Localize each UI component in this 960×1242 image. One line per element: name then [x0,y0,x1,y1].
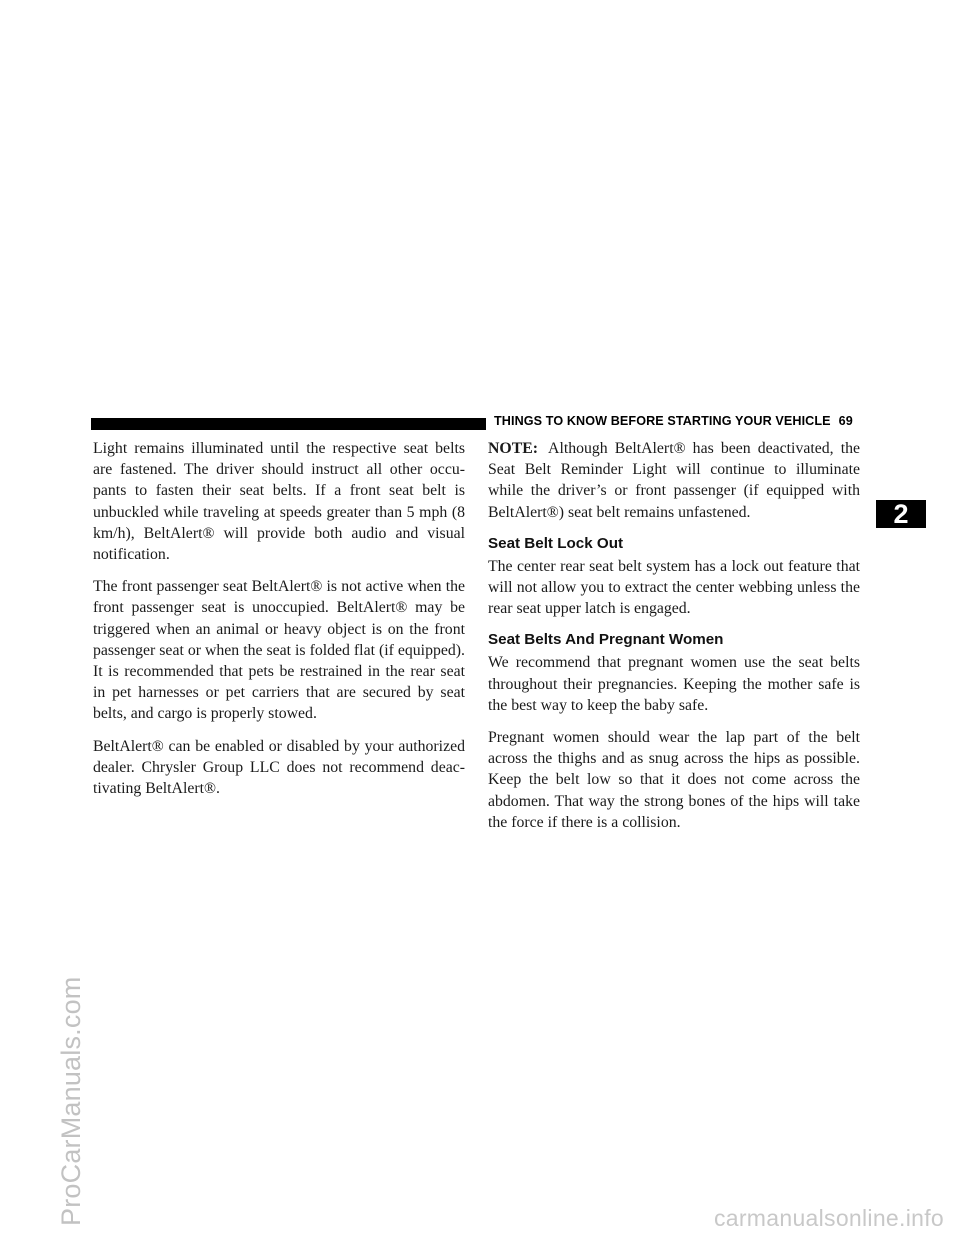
chapter-tab: 2 [876,500,926,528]
section-heading-lock-out: Seat Belt Lock Out [488,534,624,552]
paragraph: Pregnant women should wear the lap part of the belt across the thighs and as snug across the hips as possible. Keep the belt low so that it does not come across the abdomen. That way the strong bones of the hips will take the force if there is a collision. [488,729,860,831]
paragraph: BeltAlert® can be enabled or disabled by your authorized dealer. Chrysler Group LLC does not recommend deac-tivating BeltAlert®. [93,737,465,798]
header-rule [91,418,486,430]
left-column [93,438,465,810]
header-title: THINGS TO KNOW BEFORE STARTING YOUR VEHICLE [494,414,831,428]
section-heading-pregnant-women: Seat Belts And Pregnant Women [488,631,724,649]
note-text: Although BeltAlert® has been deactivated, the Seat Belt Reminder Light will continue to illuminate while the driver’s or front passenger (if equipped with BeltAlert®) seat belt remains unfastened. [488,440,860,521]
paragraph: We recommend that pregnant women use the seat belts throughout their pregnancies. Keeping the mother safe is the best way to keep the baby safe. [488,654,860,714]
side-watermark: ProCarManuals.com [56,976,86,1226]
right-column [488,438,860,844]
paragraph: Light remains illuminated until the respective seat belts are fastened. The driver should instruct all other occu-pants to fasten their seat belts. If a front seat belt is unbuckled while traveling at speeds greater than 5 mph (8 km/h), BeltAlert® will provide both audio and visual notification. [93,440,465,564]
paragraph: The front passenger seat BeltAlert® is not active when the front passenger seat is unoccupied. BeltAlert® may be triggered when an animal or heavy object is on the front passenger seat or when the seat is folded flat (if equipped). It is recommended that pets be restrained in the rear seat in pet harnesses or pet carriers that are secured by seat belts, and cargo is properly stowed. [93,578,465,723]
paragraph: The center rear seat belt system has a lock out feature that will not allow you to extract the center webbing unless the rear seat upper latch is engaged. [488,557,860,618]
page-number: 69 [838,414,853,428]
bottom-watermark: carmanualsonline.info [713,1205,944,1231]
running-header [494,414,853,428]
note-paragraph [488,438,860,523]
note-label: NOTE: [488,440,539,457]
